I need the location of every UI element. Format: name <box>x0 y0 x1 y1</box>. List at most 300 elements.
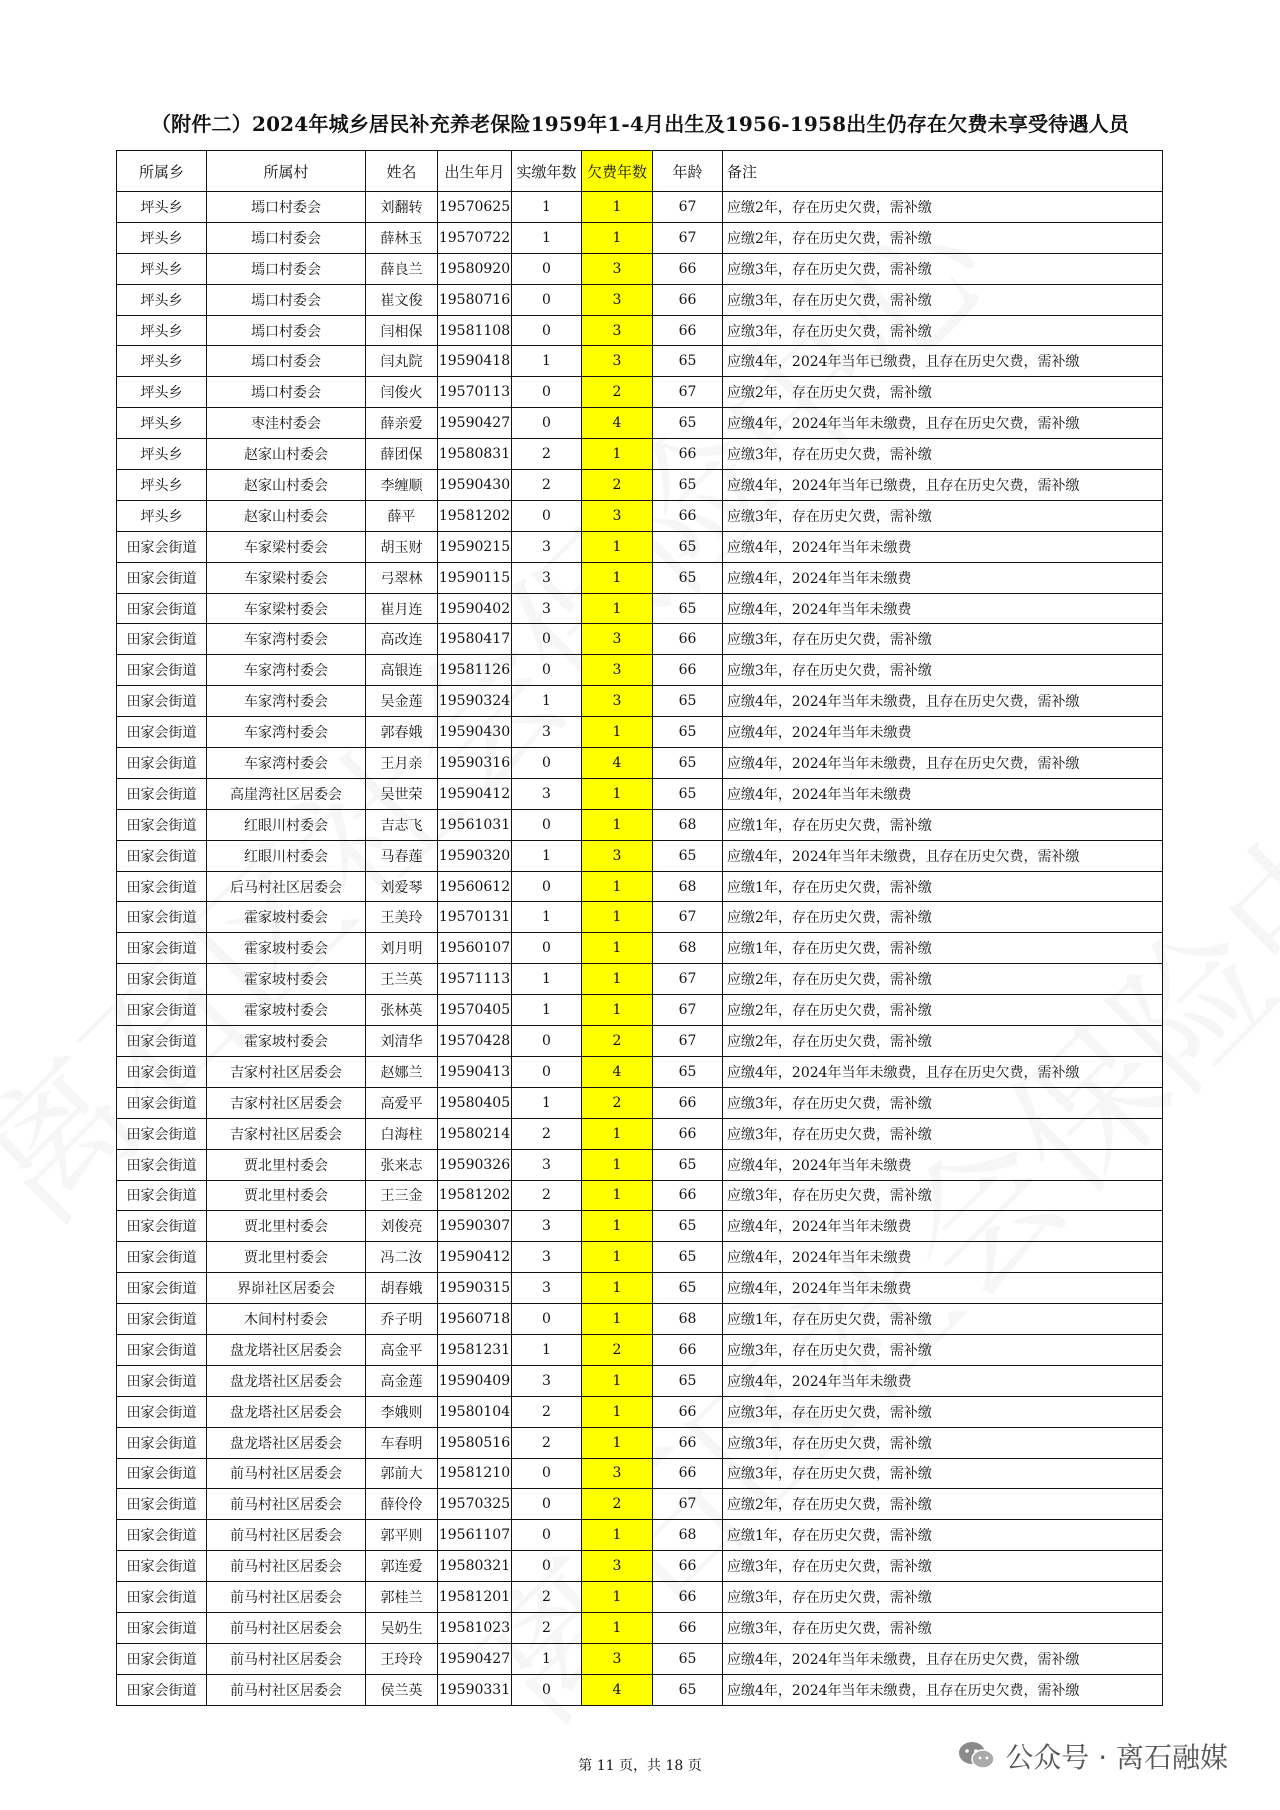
cell-paid-years: 0 <box>512 809 582 840</box>
cell-township: 坪头乡 <box>117 500 207 531</box>
table-row <box>117 1365 1163 1396</box>
cell-remarks: 应缴4年，2024年当年未缴费 <box>723 1365 1163 1396</box>
column-header-remarks: 备注 <box>723 151 1163 192</box>
cell-remarks: 应缴2年，存在历史欠费，需补缴 <box>723 964 1163 995</box>
table-row <box>117 933 1163 964</box>
cell-birth-date: 19571113 <box>438 964 512 995</box>
cell-township: 田家会街道 <box>117 1211 207 1242</box>
cell-name: 高改连 <box>366 624 438 655</box>
cell-birth-date: 19570131 <box>438 902 512 933</box>
table-row <box>117 408 1163 439</box>
cell-village: 前马村社区居委会 <box>207 1520 366 1551</box>
cell-birth-date: 19581108 <box>438 315 512 346</box>
cell-name: 郭前大 <box>366 1458 438 1489</box>
cell-township: 田家会街道 <box>117 717 207 748</box>
cell-age: 67 <box>653 192 723 223</box>
cell-remarks: 应缴4年，2024年当年未缴费 <box>723 717 1163 748</box>
cell-owed-years: 3 <box>582 500 653 531</box>
cell-paid-years: 1 <box>512 995 582 1026</box>
cell-birth-date: 19561107 <box>438 1520 512 1551</box>
cell-name: 张林英 <box>366 995 438 1026</box>
table-row <box>117 1458 1163 1489</box>
cell-name: 胡春娥 <box>366 1273 438 1304</box>
cell-remarks: 应缴3年，存在历史欠费，需补缴 <box>723 1612 1163 1643</box>
cell-township: 坪头乡 <box>117 222 207 253</box>
table-row <box>117 1056 1163 1087</box>
cell-township: 坪头乡 <box>117 192 207 223</box>
cell-birth-date: 19590324 <box>438 686 512 717</box>
cell-village: 前马村社区居委会 <box>207 1612 366 1643</box>
cell-village: 界峁社区居委会 <box>207 1273 366 1304</box>
table-row <box>117 1149 1163 1180</box>
table-row <box>117 1211 1163 1242</box>
cell-owed-years: 1 <box>582 562 653 593</box>
cell-owed-years: 1 <box>582 1180 653 1211</box>
cell-village: 墕口村委会 <box>207 222 366 253</box>
table-row <box>117 222 1163 253</box>
cell-name: 薛良兰 <box>366 253 438 284</box>
column-header-township: 所属乡 <box>117 151 207 192</box>
cell-age: 67 <box>653 377 723 408</box>
cell-age: 66 <box>653 253 723 284</box>
cell-paid-years: 3 <box>512 1365 582 1396</box>
page-number: 第 11 页，共 18 页 <box>578 1758 702 1774</box>
table-row <box>117 809 1163 840</box>
cell-village: 前马村社区居委会 <box>207 1643 366 1674</box>
cell-name: 郭平则 <box>366 1520 438 1551</box>
cell-remarks: 应缴2年，存在历史欠费，需补缴 <box>723 995 1163 1026</box>
table-row <box>117 655 1163 686</box>
cell-paid-years: 3 <box>512 1211 582 1242</box>
cell-remarks: 应缴1年，存在历史欠费，需补缴 <box>723 871 1163 902</box>
cell-name: 白海柱 <box>366 1118 438 1149</box>
cell-owed-years: 3 <box>582 1551 653 1582</box>
cell-paid-years: 0 <box>512 871 582 902</box>
cell-village: 前马村社区居委会 <box>207 1674 366 1705</box>
cell-age: 66 <box>653 1118 723 1149</box>
cell-village: 前马村社区居委会 <box>207 1489 366 1520</box>
cell-age: 65 <box>653 408 723 439</box>
cell-paid-years: 1 <box>512 222 582 253</box>
cell-township: 田家会街道 <box>117 1118 207 1149</box>
cell-township: 田家会街道 <box>117 871 207 902</box>
cell-age: 66 <box>653 284 723 315</box>
cell-age: 65 <box>653 1211 723 1242</box>
cell-owed-years: 2 <box>582 470 653 501</box>
cell-owed-years: 4 <box>582 1674 653 1705</box>
cell-remarks: 应缴2年，存在历史欠费，需补缴 <box>723 377 1163 408</box>
cell-name: 刘月明 <box>366 933 438 964</box>
cell-owed-years: 1 <box>582 871 653 902</box>
cell-age: 68 <box>653 933 723 964</box>
cell-birth-date: 19590430 <box>438 717 512 748</box>
cell-paid-years: 1 <box>512 192 582 223</box>
cell-township: 田家会街道 <box>117 531 207 562</box>
cell-village: 贾北里村委会 <box>207 1242 366 1273</box>
cell-remarks: 应缴4年，2024年当年已缴费，且存在历史欠费，需补缴 <box>723 346 1163 377</box>
cell-age: 65 <box>653 593 723 624</box>
cell-paid-years: 0 <box>512 377 582 408</box>
cell-birth-date: 19570325 <box>438 1489 512 1520</box>
cell-owed-years: 3 <box>582 1643 653 1674</box>
cell-remarks: 应缴4年，2024年当年未缴费，且存在历史欠费，需补缴 <box>723 1674 1163 1705</box>
cell-owed-years: 1 <box>582 439 653 470</box>
cell-township: 田家会街道 <box>117 1643 207 1674</box>
cell-age: 68 <box>653 809 723 840</box>
cell-township: 坪头乡 <box>117 470 207 501</box>
cell-remarks: 应缴2年，存在历史欠费，需补缴 <box>723 1026 1163 1057</box>
cell-name: 吉志飞 <box>366 809 438 840</box>
cell-village: 霍家坡村委会 <box>207 933 366 964</box>
cell-name: 闫相保 <box>366 315 438 346</box>
cell-paid-years: 0 <box>512 315 582 346</box>
cell-owed-years: 2 <box>582 1334 653 1365</box>
cell-birth-date: 19590316 <box>438 748 512 779</box>
cell-age: 66 <box>653 1551 723 1582</box>
cell-owed-years: 2 <box>582 1026 653 1057</box>
cell-village: 贾北里村委会 <box>207 1180 366 1211</box>
cell-village: 霍家坡村委会 <box>207 995 366 1026</box>
cell-age: 67 <box>653 995 723 1026</box>
cell-name: 高金平 <box>366 1334 438 1365</box>
cell-remarks: 应缴2年，存在历史欠费，需补缴 <box>723 1489 1163 1520</box>
cell-birth-date: 19560718 <box>438 1304 512 1335</box>
cell-owed-years: 1 <box>582 192 653 223</box>
cell-township: 坪头乡 <box>117 284 207 315</box>
cell-village: 车家湾村委会 <box>207 655 366 686</box>
cell-age: 65 <box>653 1056 723 1087</box>
cell-remarks: 应缴4年，2024年当年未缴费，且存在历史欠费，需补缴 <box>723 1056 1163 1087</box>
cell-township: 田家会街道 <box>117 1612 207 1643</box>
cell-owed-years: 1 <box>582 593 653 624</box>
cell-remarks: 应缴3年，存在历史欠费，需补缴 <box>723 284 1163 315</box>
column-header-owed-years: 欠费年数 <box>582 151 653 192</box>
cell-remarks: 应缴4年，2024年当年未缴费 <box>723 1273 1163 1304</box>
table-row <box>117 902 1163 933</box>
cell-paid-years: 1 <box>512 686 582 717</box>
cell-paid-years: 0 <box>512 253 582 284</box>
cell-paid-years: 0 <box>512 408 582 439</box>
cell-township: 田家会街道 <box>117 1551 207 1582</box>
cell-paid-years: 3 <box>512 778 582 809</box>
cell-name: 郭连爱 <box>366 1551 438 1582</box>
table-row <box>117 1026 1163 1057</box>
cell-township: 田家会街道 <box>117 902 207 933</box>
cell-age: 67 <box>653 964 723 995</box>
cell-birth-date: 19590418 <box>438 346 512 377</box>
table-body <box>117 192 1163 1706</box>
cell-name: 高爱平 <box>366 1087 438 1118</box>
cell-village: 盘龙塔社区居委会 <box>207 1365 366 1396</box>
cell-age: 68 <box>653 871 723 902</box>
table-row <box>117 284 1163 315</box>
cell-birth-date: 19590427 <box>438 1643 512 1674</box>
cell-age: 65 <box>653 1365 723 1396</box>
cell-remarks: 应缴3年，存在历史欠费，需补缴 <box>723 624 1163 655</box>
table-row <box>117 1520 1163 1551</box>
cell-age: 65 <box>653 778 723 809</box>
column-header-birth-date: 出生年月 <box>438 151 512 192</box>
cell-remarks: 应缴3年，存在历史欠费，需补缴 <box>723 439 1163 470</box>
cell-age: 66 <box>653 1334 723 1365</box>
table-row <box>117 964 1163 995</box>
cell-paid-years: 2 <box>512 1180 582 1211</box>
cell-township: 田家会街道 <box>117 1304 207 1335</box>
cell-age: 65 <box>653 686 723 717</box>
cell-paid-years: 2 <box>512 470 582 501</box>
cell-birth-date: 19570428 <box>438 1026 512 1057</box>
cell-birth-date: 19580831 <box>438 439 512 470</box>
cell-paid-years: 0 <box>512 655 582 686</box>
cell-birth-date: 19580516 <box>438 1427 512 1458</box>
cell-paid-years: 3 <box>512 1242 582 1273</box>
cell-name: 王月亲 <box>366 748 438 779</box>
cell-township: 田家会街道 <box>117 809 207 840</box>
cell-owed-years: 1 <box>582 778 653 809</box>
cell-remarks: 应缴3年，存在历史欠费，需补缴 <box>723 1334 1163 1365</box>
wechat-icon <box>957 1740 997 1772</box>
cell-paid-years: 1 <box>512 1643 582 1674</box>
cell-name: 王玲玲 <box>366 1643 438 1674</box>
cell-remarks: 应缴3年，存在历史欠费，需补缴 <box>723 1551 1163 1582</box>
cell-paid-years: 2 <box>512 439 582 470</box>
cell-name: 王美玲 <box>366 902 438 933</box>
cell-township: 坪头乡 <box>117 408 207 439</box>
cell-age: 66 <box>653 1582 723 1613</box>
roster-table <box>116 150 1163 1706</box>
cell-birth-date: 19581201 <box>438 1582 512 1613</box>
cell-township: 坪头乡 <box>117 346 207 377</box>
cell-township: 田家会街道 <box>117 1273 207 1304</box>
cell-age: 66 <box>653 1612 723 1643</box>
cell-age: 66 <box>653 315 723 346</box>
table-row <box>117 778 1163 809</box>
cell-remarks: 应缴3年，存在历史欠费，需补缴 <box>723 1118 1163 1149</box>
table-row <box>117 1087 1163 1118</box>
cell-township: 坪头乡 <box>117 377 207 408</box>
cell-paid-years: 1 <box>512 346 582 377</box>
cell-owed-years: 3 <box>582 284 653 315</box>
cell-name: 闫丸院 <box>366 346 438 377</box>
cell-owed-years: 1 <box>582 933 653 964</box>
cell-owed-years: 1 <box>582 995 653 1026</box>
table-row <box>117 192 1163 223</box>
cell-village: 墕口村委会 <box>207 377 366 408</box>
table-row <box>117 1427 1163 1458</box>
table-row <box>117 531 1163 562</box>
cell-owed-years: 1 <box>582 809 653 840</box>
cell-age: 65 <box>653 531 723 562</box>
cell-name: 冯二汝 <box>366 1242 438 1273</box>
cell-remarks: 应缴4年，2024年当年未缴费 <box>723 1149 1163 1180</box>
cell-owed-years: 1 <box>582 1396 653 1427</box>
table-row <box>117 562 1163 593</box>
cell-remarks: 应缴3年，存在历史欠费，需补缴 <box>723 1427 1163 1458</box>
cell-name: 崔月连 <box>366 593 438 624</box>
table-row <box>117 346 1163 377</box>
cell-name: 张来志 <box>366 1149 438 1180</box>
cell-township: 田家会街道 <box>117 1427 207 1458</box>
column-header-paid-years: 实缴年数 <box>512 151 582 192</box>
cell-name: 刘俊亮 <box>366 1211 438 1242</box>
cell-paid-years: 0 <box>512 1304 582 1335</box>
cell-village: 盘龙塔社区居委会 <box>207 1396 366 1427</box>
cell-village: 红眼川村委会 <box>207 840 366 871</box>
cell-birth-date: 19580321 <box>438 1551 512 1582</box>
cell-birth-date: 19581202 <box>438 500 512 531</box>
cell-remarks: 应缴3年，存在历史欠费，需补缴 <box>723 253 1163 284</box>
column-header-age: 年龄 <box>653 151 723 192</box>
cell-name: 高金莲 <box>366 1365 438 1396</box>
column-header-village: 所属村 <box>207 151 366 192</box>
cell-village: 吉家村社区居委会 <box>207 1087 366 1118</box>
cell-owed-years: 4 <box>582 748 653 779</box>
cell-age: 65 <box>653 1273 723 1304</box>
cell-age: 66 <box>653 1087 723 1118</box>
cell-village: 霍家坡村委会 <box>207 902 366 933</box>
brand-footer <box>957 1736 1228 1776</box>
cell-paid-years: 0 <box>512 500 582 531</box>
cell-village: 吉家村社区居委会 <box>207 1118 366 1149</box>
cell-name: 吴奶生 <box>366 1612 438 1643</box>
cell-birth-date: 19581210 <box>438 1458 512 1489</box>
cell-township: 田家会街道 <box>117 1334 207 1365</box>
cell-township: 坪头乡 <box>117 439 207 470</box>
table-row <box>117 1304 1163 1335</box>
cell-name: 马春莲 <box>366 840 438 871</box>
cell-age: 67 <box>653 1026 723 1057</box>
cell-owed-years: 1 <box>582 531 653 562</box>
cell-paid-years: 1 <box>512 840 582 871</box>
cell-name: 薛平 <box>366 500 438 531</box>
cell-birth-date: 19581023 <box>438 1612 512 1643</box>
cell-birth-date: 19581202 <box>438 1180 512 1211</box>
cell-paid-years: 3 <box>512 1273 582 1304</box>
cell-age: 66 <box>653 624 723 655</box>
cell-remarks: 应缴4年，2024年当年未缴费 <box>723 562 1163 593</box>
cell-owed-years: 3 <box>582 253 653 284</box>
cell-owed-years: 2 <box>582 1489 653 1520</box>
cell-age: 67 <box>653 222 723 253</box>
cell-owed-years: 1 <box>582 964 653 995</box>
table-row <box>117 686 1163 717</box>
cell-township: 坪头乡 <box>117 315 207 346</box>
table-row <box>117 1489 1163 1520</box>
cell-owed-years: 1 <box>582 1582 653 1613</box>
cell-age: 66 <box>653 1180 723 1211</box>
cell-owed-years: 1 <box>582 1612 653 1643</box>
cell-township: 田家会街道 <box>117 1087 207 1118</box>
cell-owed-years: 3 <box>582 655 653 686</box>
cell-township: 田家会街道 <box>117 1242 207 1273</box>
cell-birth-date: 19590402 <box>438 593 512 624</box>
cell-birth-date: 19590413 <box>438 1056 512 1087</box>
cell-owed-years: 1 <box>582 222 653 253</box>
table-row <box>117 748 1163 779</box>
cell-age: 67 <box>653 1489 723 1520</box>
cell-village: 墕口村委会 <box>207 253 366 284</box>
cell-remarks: 应缴4年，2024年当年未缴费 <box>723 531 1163 562</box>
cell-remarks: 应缴1年，存在历史欠费，需补缴 <box>723 933 1163 964</box>
cell-birth-date: 19570405 <box>438 995 512 1026</box>
cell-remarks: 应缴3年，存在历史欠费，需补缴 <box>723 1396 1163 1427</box>
cell-township: 田家会街道 <box>117 748 207 779</box>
table-row <box>117 1242 1163 1273</box>
cell-owed-years: 4 <box>582 1056 653 1087</box>
cell-remarks: 应缴2年，存在历史欠费，需补缴 <box>723 222 1163 253</box>
cell-owed-years: 1 <box>582 1304 653 1335</box>
cell-village: 霍家坡村委会 <box>207 964 366 995</box>
cell-village: 前马村社区居委会 <box>207 1458 366 1489</box>
cell-village: 盘龙塔社区居委会 <box>207 1427 366 1458</box>
cell-birth-date: 19580716 <box>438 284 512 315</box>
cell-paid-years: 0 <box>512 1458 582 1489</box>
cell-birth-date: 19590331 <box>438 1674 512 1705</box>
cell-age: 66 <box>653 1396 723 1427</box>
cell-village: 贾北里村委会 <box>207 1211 366 1242</box>
cell-age: 65 <box>653 470 723 501</box>
cell-birth-date: 19570113 <box>438 377 512 408</box>
cell-age: 66 <box>653 655 723 686</box>
cell-village: 车家湾村委会 <box>207 748 366 779</box>
cell-owed-years: 1 <box>582 1149 653 1180</box>
cell-owed-years: 1 <box>582 1365 653 1396</box>
brand-label: 公众号 · 离石融媒 <box>1005 1741 1228 1774</box>
table-row <box>117 253 1163 284</box>
cell-owed-years: 3 <box>582 624 653 655</box>
cell-paid-years: 2 <box>512 1612 582 1643</box>
cell-village: 霍家坡村委会 <box>207 1026 366 1057</box>
cell-remarks: 应缴4年，2024年当年未缴费，且存在历史欠费，需补缴 <box>723 408 1163 439</box>
cell-village: 车家湾村委会 <box>207 717 366 748</box>
cell-age: 66 <box>653 1458 723 1489</box>
cell-birth-date: 19590326 <box>438 1149 512 1180</box>
cell-paid-years: 0 <box>512 1026 582 1057</box>
cell-township: 坪头乡 <box>117 253 207 284</box>
cell-age: 65 <box>653 717 723 748</box>
cell-paid-years: 0 <box>512 1056 582 1087</box>
cell-name: 郭春娥 <box>366 717 438 748</box>
cell-birth-date: 19560107 <box>438 933 512 964</box>
table-header-row <box>117 151 1163 192</box>
cell-birth-date: 19590315 <box>438 1273 512 1304</box>
cell-remarks: 应缴2年，存在历史欠费，需补缴 <box>723 902 1163 933</box>
cell-township: 田家会街道 <box>117 1582 207 1613</box>
cell-owed-years: 3 <box>582 686 653 717</box>
table-row <box>117 1643 1163 1674</box>
cell-paid-years: 2 <box>512 1427 582 1458</box>
cell-owed-years: 1 <box>582 1118 653 1149</box>
cell-remarks: 应缴4年，2024年当年未缴费，且存在历史欠费，需补缴 <box>723 748 1163 779</box>
cell-remarks: 应缴3年，存在历史欠费，需补缴 <box>723 655 1163 686</box>
cell-remarks: 应缴4年，2024年当年未缴费 <box>723 778 1163 809</box>
cell-age: 68 <box>653 1520 723 1551</box>
cell-owed-years: 1 <box>582 1273 653 1304</box>
cell-paid-years: 1 <box>512 964 582 995</box>
cell-township: 田家会街道 <box>117 562 207 593</box>
table-row <box>117 624 1163 655</box>
cell-remarks: 应缴4年，2024年当年未缴费 <box>723 593 1163 624</box>
column-header-name: 姓名 <box>366 151 438 192</box>
cell-paid-years: 3 <box>512 531 582 562</box>
cell-village: 高崖湾社区居委会 <box>207 778 366 809</box>
cell-birth-date: 19580214 <box>438 1118 512 1149</box>
cell-township: 田家会街道 <box>117 1674 207 1705</box>
cell-remarks: 应缴3年，存在历史欠费，需补缴 <box>723 1087 1163 1118</box>
cell-village: 墕口村委会 <box>207 284 366 315</box>
cell-name: 闫俊火 <box>366 377 438 408</box>
cell-birth-date: 19590409 <box>438 1365 512 1396</box>
